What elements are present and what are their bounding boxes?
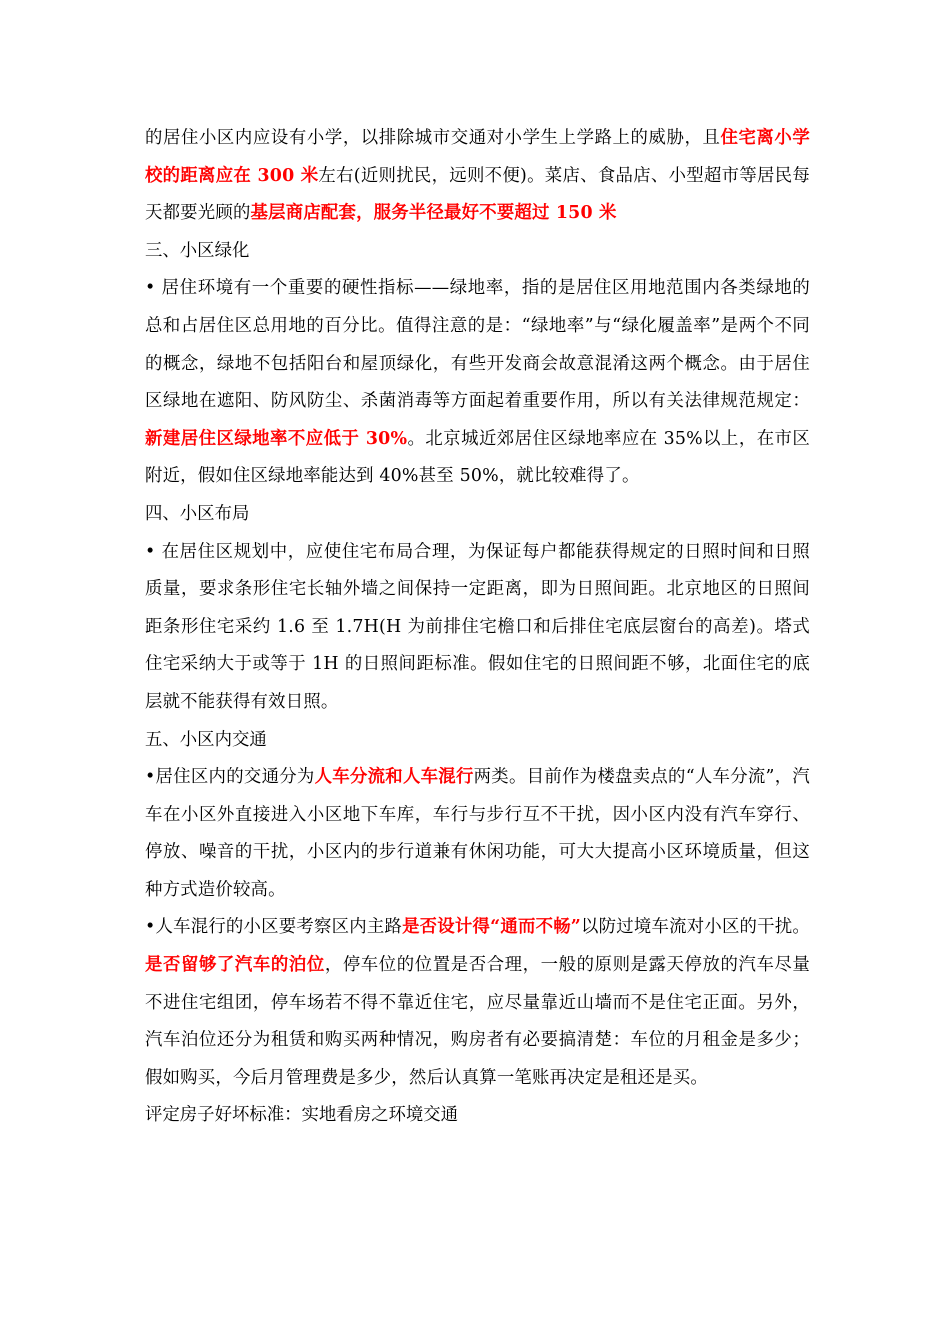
paragraph-text: 两类。目前作为楼盘卖点的“人车分流”，汽车在小区外直接进入小区地下车库，车行与步行互不干扰，因小区内没有汽车穿行、停放、噪音的干扰，小区内的步行道兼有休闲功能，可大大提高小区环境质量，但这种方式造价较高。 [145,767,810,900]
highlighted-text: 基层商店配套，服务半径最好不要超过 150 米 [250,203,617,224]
body-paragraph [145,909,810,1097]
highlighted-text: 住宅离小学校的距离应在 300 米 [145,128,810,186]
body-paragraph [145,534,810,722]
section-heading [145,722,810,760]
highlighted-text: 是否留够了汽车的泊位 [145,955,325,976]
paragraph-text: 评定房子好坏标准：实地看房之环境交通 [145,1105,459,1126]
paragraph-text: •人车混行的小区要考察区内主路 [145,917,403,938]
paragraph-text: • 在居住区规划中，应使住宅布局合理，为保证每户都能获得规定的日照时间和日照质量，要求条形住宅长轴外墙之间保持一定距离，即为日照间距。北京地区的日照间距条形住宅采约 1.6 至 1.7H(H 为前排住宅檐口和后排住宅底层窗台的高差)。塔式住宅采纳大于或等于 1H 的日照间距标准。假如住宅的日照间距不够，北面住宅的底层就不能获得有效日照。 [145,541,810,712]
paragraph-text: • 居住环境有一个重要的硬性指标——绿地率，指的是居住区用地范围内各类绿地的总和占居住区总用地的百分比。值得注意的是：“绿地率”与“绿化履盖率”是两个不同的概念，绿地不包括阳台和屋顶绿化，有些开发商会故意混淆这两个概念。由于居住区绿地在遮阳、防风防尘、杀菌消毒等方面起着重要作用，所以有关法律规范规定： [145,278,810,412]
highlighted-text: 是否设计得“通而不畅” [402,917,582,938]
highlighted-text: 人车分流和人车混行 [314,767,474,788]
body-paragraph [145,120,810,233]
paragraph-text: 四、小区布局 [145,503,250,524]
body-paragraph [145,270,810,496]
highlighted-text: 新建居住区绿地率不应低于 30% [145,428,408,449]
body-paragraph [145,759,810,909]
paragraph-text: 左右(近则扰民，远则不便)。菜店、食品店、小型超市等居民每天都要光顾的 [145,165,810,224]
section-heading [145,496,810,534]
paragraph-text: 。北京城近郊居住区绿地率应在 35%以上，在市区附近，假如住区绿地率能达到 40%甚至 50%，就比较难得了。 [145,428,811,487]
document-body [145,120,810,1135]
paragraph-text: ，停车位的位置是否合理，一般的原则是露天停放的汽车尽量不进住宅组团，停车场若不得不靠近住宅，应尽量靠近山墙而不是住宅正面。另外，汽车泊位还分为租赁和购买两种情况，购房者有必要搞清楚：车位的月租金是多少；假如购买，今后月管理费是多少，然后认真算一笔账再决定是租还是买。 [145,955,810,1088]
paragraph-text: 的居住小区内应设有小学，以排除城市交通对小学生上学路上的威胁，且 [145,128,721,148]
paragraph-text: •居住区内的交通分为 [145,767,315,788]
paragraph-text: 五、小区内交通 [145,729,267,750]
paragraph-text: 以防过境车流对小区的干扰。 [581,917,810,938]
paragraph-text: 三、小区绿化 [145,240,250,261]
section-heading [145,1097,810,1135]
section-heading [145,233,810,271]
